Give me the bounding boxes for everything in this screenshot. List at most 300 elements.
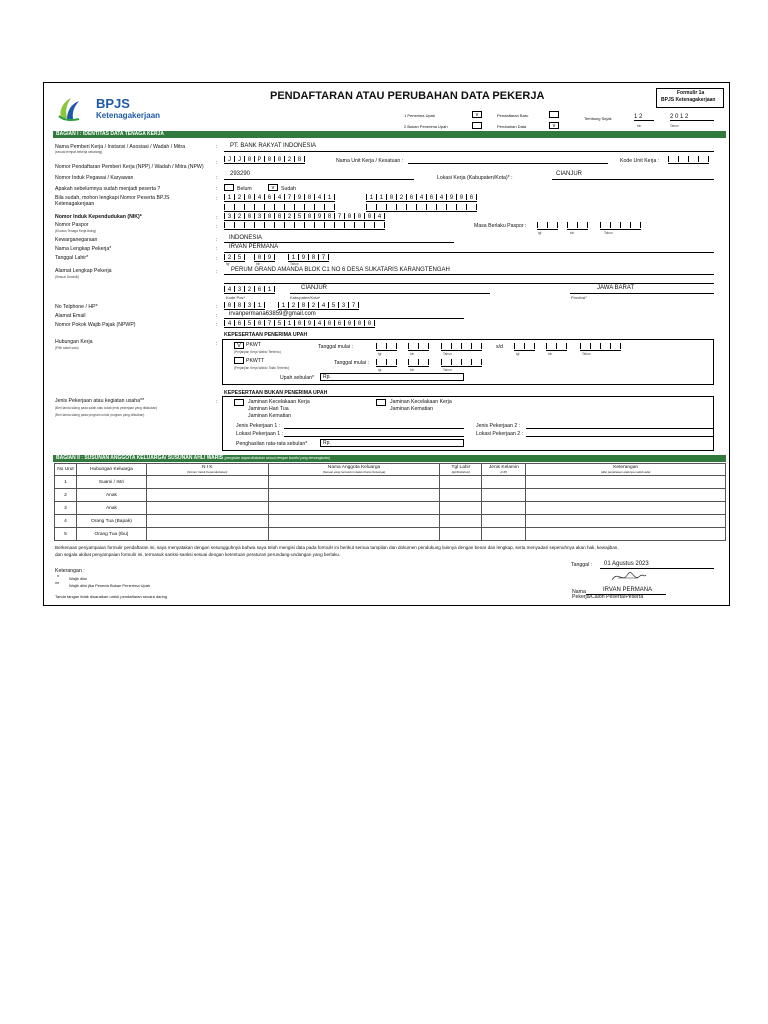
line — [224, 242, 454, 243]
cell: 9 — [315, 213, 325, 219]
line — [570, 293, 714, 294]
unit-code-label: Kode Unit Kerja : — [620, 158, 660, 164]
paspor-valid-label: Masa Berlaku Paspor : — [474, 223, 527, 229]
table-header-text: No Urut — [57, 467, 74, 472]
cell: 7 — [265, 320, 275, 326]
unit-field[interactable] — [408, 163, 608, 164]
email-value[interactable]: irvanpermana63859@gmail.com — [229, 311, 316, 317]
colon: : — [216, 237, 218, 243]
cell — [441, 343, 452, 349]
cell — [325, 204, 335, 210]
colon: : — [216, 313, 218, 319]
page-title: PENDAFTARAN ATAU PERUBAHAN DATA PEKERJA — [270, 90, 545, 102]
k2-text: Wajib diisi jika Peserta Bukan Penerima Upah — [69, 583, 151, 588]
cell — [452, 359, 462, 365]
npp-field[interactable] — [224, 156, 305, 164]
cell: 5 — [235, 254, 245, 260]
kab-value[interactable]: CIANJUR — [301, 285, 328, 291]
cell: 1 — [377, 194, 387, 200]
colon: : — [216, 256, 218, 262]
table-subheader-text: (tgl/bln/tahun) — [451, 470, 471, 474]
employer-value[interactable]: PT. BANK RAKYAT INDONESIA — [230, 143, 317, 149]
kewarganegaraan-label: Kewarganegaraan — [55, 237, 98, 243]
statement-line-1: Berkenaan penyampaian formulir pendaftaran ini, saya menyatakan dengan sesungguhnya bahwa saya telah mengisi data pada formulir ini berikut semua tampilan dan dokumen pendukung lainnya dengan benar dan lengkap, serta menyadari sepenuhnya akan hak, kewajiban, — [55, 545, 619, 550]
cell: 0 — [224, 302, 235, 308]
sd-label: s/d — [496, 344, 503, 350]
lp1-field[interactable] — [284, 436, 464, 437]
table-header-text: Jenis Kelamin — [488, 465, 519, 470]
cell: 3 — [235, 286, 245, 292]
table-subheader-text: (diisi penjelasan anaknya sudah ada) — [600, 470, 651, 474]
pkwtt-label: PKWTT — [246, 358, 265, 364]
cell — [305, 204, 315, 210]
cell: 0 — [255, 320, 265, 326]
cell: 0 — [325, 320, 335, 326]
cell: 5 — [245, 320, 255, 326]
pkwt-label: PKWT — [246, 342, 261, 348]
since-year[interactable]: 2 0 1 2 — [670, 114, 714, 121]
date-label: tgl — [378, 368, 382, 372]
lokasi-underline — [552, 179, 714, 180]
cell: 4 — [224, 320, 235, 326]
row-sex[interactable] — [482, 476, 526, 489]
since-label: Terhitung Sejak — [584, 116, 612, 121]
cell — [375, 222, 385, 228]
opt2-label: 2 Bukan Penerima Upah — [404, 124, 448, 129]
cell: 2 — [285, 213, 295, 219]
reg-change-label: Perubahan Data — [497, 124, 527, 129]
cell: 4 — [319, 302, 329, 308]
lp2-label: Lokasi Pekerjaan 2 : — [476, 431, 524, 437]
cell: 6 — [265, 194, 275, 200]
cell: 1 — [366, 194, 377, 200]
jenis-note-2: (Beri tanda silang pada program untuk program yang diikutkan) — [55, 413, 145, 417]
table-header-text: Keterangan — [613, 465, 639, 470]
colon: : — [216, 246, 218, 252]
cell — [265, 204, 275, 210]
colon: : — [216, 215, 218, 221]
cell: 8 — [309, 254, 319, 260]
header-name — [268, 464, 440, 476]
ttd-note: Tanda tangan tidak disaratkan untuk pendaftaran secara daring — [55, 594, 168, 599]
cell: 2 — [289, 302, 299, 308]
cell: 9 — [305, 320, 315, 326]
cell: 2 — [235, 213, 245, 219]
email-label: Alamat Email — [55, 313, 86, 319]
cell: 0 — [355, 320, 365, 326]
pkwtt-checkbox[interactable] — [234, 357, 244, 364]
cell: 6 — [407, 194, 417, 200]
row-nik[interactable] — [146, 515, 268, 528]
jp2-field[interactable] — [526, 428, 714, 429]
cell: 4 — [417, 194, 427, 200]
section2-title: BAGIAN II : SUSUNAN ANGGOTA KELUARGA/ SUSUNAN AHLI WARIS — [56, 455, 224, 461]
kpj-label: Bila sudah, mohon lengkapi Nomor Peserta BPJS — [55, 195, 170, 201]
section2-note: (pengisian dapat dilakukan sesuai dengan kondisi yang bersangkutan) — [224, 456, 331, 460]
lokasi-value[interactable]: CIANJUR — [556, 171, 583, 177]
jkm-label: Jaminan Kematian — [248, 413, 291, 419]
signer-name[interactable]: IRVAN PERMANA — [603, 587, 653, 593]
jp1-label: Jenis Pekerjaan 1 : — [236, 423, 281, 429]
paspor-valid-year[interactable] — [600, 222, 641, 230]
line — [224, 274, 714, 275]
cell — [514, 343, 525, 349]
cell — [377, 204, 387, 210]
nip-underline — [224, 179, 414, 180]
since-bln: bln — [637, 124, 642, 128]
cell — [419, 359, 429, 365]
table-header-text: Hubungan Keluarga — [90, 467, 133, 472]
section1-bar: BAGIAN I : IDENTITAS DATA TENAGA KERJA — [53, 131, 726, 138]
lp2-field[interactable] — [526, 436, 714, 437]
jenis-label: Jenis Pekerjaan atau kegiatan usaha** — [55, 398, 145, 404]
jenis-note-1: (Beri tanda silang pada salah satu kotak jenis pekerjaan yang dilakukan) — [55, 406, 158, 410]
row-nik[interactable] — [146, 489, 268, 502]
pkwt-start-month[interactable] — [408, 343, 429, 351]
cell: 6 — [235, 320, 245, 326]
cell — [462, 359, 472, 365]
cell: 8 — [235, 302, 245, 308]
line — [224, 318, 464, 319]
row-no: 4 — [55, 515, 77, 528]
pkwt-start-day[interactable] — [376, 343, 397, 351]
nip-label: Nomor Induk Pegawai / Karyawan — [55, 175, 134, 181]
cell — [376, 359, 387, 365]
cell: 1 — [278, 302, 289, 308]
pkwt-note: (Perjanjian Kerja Waktu Tertentu) — [234, 350, 281, 354]
cell: 6 — [335, 320, 345, 326]
cell: 7 — [319, 254, 329, 260]
jp1-field[interactable] — [284, 428, 464, 429]
alamat-note: (Sesuai Domisili) — [55, 275, 79, 279]
cell — [365, 222, 375, 228]
cell: 2 — [245, 286, 255, 292]
row-note[interactable] — [526, 489, 726, 502]
lp1-label: Lokasi Pekerjaan 1 : — [236, 431, 284, 437]
cell: 9 — [447, 194, 457, 200]
date-label: bln — [410, 352, 415, 356]
date-label: Tahun — [604, 231, 613, 235]
lokasi-label: Lokasi Kerja (Kabupaten/Kota)* : — [437, 175, 513, 181]
cell: 6 — [255, 286, 265, 292]
cell: 9 — [265, 254, 275, 260]
pkwt-end-day[interactable] — [514, 343, 535, 351]
cell — [679, 156, 689, 162]
row-note[interactable] — [526, 502, 726, 515]
cell — [537, 222, 548, 228]
kewarganegaraan-value[interactable]: INDONESIA — [229, 235, 263, 241]
lahir-year[interactable] — [288, 254, 329, 262]
family-table — [54, 463, 726, 541]
cell — [295, 204, 305, 210]
cell: 0 — [295, 320, 305, 326]
table-row — [55, 502, 726, 515]
table-row — [55, 489, 726, 502]
row-rel: Anak — [76, 489, 146, 502]
cell — [427, 204, 437, 210]
row-note[interactable] — [526, 528, 726, 541]
npp-digit: 8 — [295, 156, 305, 162]
kpj-field-a[interactable] — [224, 194, 335, 202]
jkk-checkbox[interactable] — [234, 399, 244, 406]
cell — [325, 222, 335, 228]
npp-label: Nomor Pendaftaran Pemberi Kerja (NPP) / Wadah / Mitra (NPW) — [55, 164, 204, 170]
signer-name-label: Nama — [572, 589, 586, 595]
colon: : — [216, 144, 218, 150]
since-month[interactable]: 1 2 — [634, 114, 654, 121]
cell: 2 — [397, 194, 407, 200]
cell — [467, 204, 477, 210]
kodepos-field[interactable] — [224, 286, 275, 294]
table-row — [55, 476, 726, 489]
row-note[interactable] — [526, 476, 726, 489]
row-sex[interactable] — [482, 502, 526, 515]
row-no: 3 — [55, 502, 77, 515]
colon: : — [216, 186, 218, 192]
cell — [631, 222, 641, 228]
cell — [578, 222, 588, 228]
cell: 0 — [245, 213, 255, 219]
cell — [689, 156, 699, 162]
row-dob[interactable] — [440, 502, 482, 515]
paspor-label: Nomor Paspor — [55, 222, 89, 228]
tgl-mulai-1: Tanggal mulai : — [318, 344, 353, 350]
jkm2-label: Jaminan Kematian — [390, 406, 433, 412]
cell: 4 — [275, 194, 285, 200]
cell — [419, 343, 429, 349]
kpj-label-2: Ketenagakerjaan — [55, 201, 95, 207]
cell — [366, 204, 377, 210]
row-note[interactable] — [526, 515, 726, 528]
family-table-header — [55, 464, 726, 476]
upah-input[interactable]: Rp. — [320, 373, 464, 381]
pkwtt-start-day[interactable] — [376, 359, 397, 367]
header-note — [526, 464, 726, 476]
logo-brand: BPJS — [96, 96, 130, 111]
hub-label: Hubungan Kerja — [55, 339, 93, 345]
pkwtt-start-month[interactable] — [408, 359, 429, 367]
row-name[interactable] — [268, 489, 440, 502]
cell — [265, 222, 275, 228]
npwp-label: Nomor Pokok Wajib Pajak (NPWP) — [55, 322, 136, 328]
date-label: tgl — [226, 262, 230, 266]
cell: 8 — [325, 213, 335, 219]
cell — [275, 204, 285, 210]
cell: 4 — [255, 194, 265, 200]
opt1-label: 1 Penerima Upah — [404, 113, 436, 118]
pkwt-end-year[interactable] — [580, 343, 621, 351]
date-label: bln — [570, 231, 575, 235]
cell — [315, 222, 325, 228]
sudah-checkbox[interactable]: v — [268, 184, 278, 191]
opt2-checkbox[interactable] — [472, 122, 482, 129]
kab-label: Kabupaten/Kota* — [290, 295, 321, 300]
cell — [546, 343, 557, 349]
jkk2-checkbox[interactable] — [376, 399, 386, 406]
cell — [355, 222, 365, 228]
cell — [408, 359, 419, 365]
tanggal-label: Tanggal : — [571, 562, 593, 568]
upah-label: Upah sebulan* — [280, 375, 315, 381]
row-dob[interactable] — [440, 515, 482, 528]
hub-note: (Pilih salah satu) — [55, 346, 79, 350]
row-nik[interactable] — [146, 502, 268, 515]
alamat-value[interactable]: PERUM GRAND AMANDA BLOK C1 NO 6 DESA SUKATARIS KARANGTENGAH — [231, 267, 450, 273]
cell: 4 — [224, 286, 235, 292]
cell — [345, 222, 355, 228]
cell: 0 — [365, 213, 375, 219]
employer-note: (sesuai tempat bekerja sekarang) — [55, 150, 103, 154]
cell — [462, 343, 472, 349]
cell — [580, 343, 591, 349]
cell: 1 — [285, 320, 295, 326]
nik-field[interactable] — [224, 213, 385, 221]
cell: 0 — [365, 320, 375, 326]
form-number: Formulir 1a — [677, 90, 705, 96]
row-nik[interactable] — [146, 528, 268, 541]
cell — [407, 204, 417, 210]
colon: : — [216, 322, 218, 328]
pkwt-start-year[interactable] — [441, 343, 482, 351]
row-sex[interactable] — [482, 528, 526, 541]
pu-title: KEPESERTAAN PENERIMA UPAH — [224, 332, 308, 338]
row-nik[interactable] — [146, 476, 268, 489]
cell: 1 — [288, 254, 299, 260]
header-dob — [440, 464, 482, 476]
cell: 3 — [255, 213, 265, 219]
kpj-field-b[interactable] — [366, 194, 477, 202]
sudah-label: Sudah — [281, 186, 297, 192]
date-label: Tahun — [443, 368, 452, 372]
cell — [408, 343, 419, 349]
date-label: Tahun — [290, 262, 299, 266]
cell — [387, 204, 397, 210]
row-sex[interactable] — [482, 489, 526, 502]
row-name[interactable] — [268, 502, 440, 515]
cell — [600, 222, 611, 228]
cell: 6 — [427, 194, 437, 200]
cell: 8 — [299, 302, 309, 308]
jp2-label: Jenis Pekerjaan 2 : — [476, 423, 521, 429]
row-no: 1 — [55, 476, 77, 489]
colon: : — [216, 160, 218, 166]
kpj-field-c[interactable] — [224, 204, 335, 212]
cell — [611, 343, 621, 349]
cell: 3 — [224, 213, 235, 219]
row-no: 5 — [55, 528, 77, 541]
cell — [397, 204, 407, 210]
logo-sub: Ketenagakerjaan — [96, 111, 161, 120]
table-row — [55, 528, 726, 541]
row-rel: Orang Tua (Ibu) — [76, 528, 146, 541]
nip-value[interactable]: 293290 — [230, 171, 251, 177]
since-tahun: Tahun — [670, 124, 679, 128]
pkwt-checkbox[interactable]: V — [234, 342, 244, 349]
row-dob[interactable] — [440, 489, 482, 502]
lahir-month[interactable] — [254, 254, 275, 262]
cell: 4 — [375, 213, 385, 219]
row-dob[interactable] — [440, 476, 482, 489]
alamat-label: Alamat Lengkap Pekerja — [55, 268, 112, 274]
cell: 2 — [309, 302, 319, 308]
cell: 9 — [299, 254, 309, 260]
hp-field-b[interactable] — [278, 302, 359, 310]
npwp-field[interactable] — [224, 320, 375, 328]
cell — [557, 343, 567, 349]
paspor-valid-day[interactable] — [537, 222, 558, 230]
hp-field-a[interactable] — [224, 302, 265, 310]
date-label: tgl — [516, 352, 520, 356]
line — [290, 293, 490, 294]
row-name[interactable] — [268, 515, 440, 528]
row-rel: Anak — [76, 502, 146, 515]
paspor-valid-month[interactable] — [567, 222, 588, 230]
nama-label: Nama Lengkap Pekerja* — [55, 246, 112, 252]
date-label: tgl — [538, 231, 542, 235]
date-label: bln — [410, 368, 415, 372]
belum-checkbox[interactable] — [224, 184, 234, 191]
reg-change-checkbox[interactable]: v — [549, 122, 559, 129]
npp-digit: J — [224, 156, 235, 162]
lahir-day[interactable] — [224, 254, 245, 262]
nama-value[interactable]: IRVAN PERMANA — [229, 244, 279, 250]
cell — [437, 204, 447, 210]
signature-icon — [608, 566, 648, 586]
cell: 1 — [325, 194, 335, 200]
reg-new-label: Pendaftaran Baru — [497, 113, 529, 118]
row-sex[interactable] — [482, 515, 526, 528]
cell: 9 — [295, 194, 305, 200]
cell — [525, 343, 535, 349]
cell — [441, 359, 452, 365]
paspor-field[interactable] — [224, 222, 385, 230]
row-dob[interactable] — [440, 528, 482, 541]
cell — [255, 204, 265, 210]
unit-code-field[interactable] — [668, 156, 709, 164]
cell — [472, 359, 482, 365]
paspor-note: (Khusus Tenaga Kerja Asing) — [55, 229, 97, 233]
tanggal-value[interactable]: 01 Agustus 2023 — [604, 561, 649, 567]
pkwtt-start-year[interactable] — [441, 359, 482, 367]
cell: 1 — [224, 194, 235, 200]
cell — [452, 343, 462, 349]
cell — [387, 343, 397, 349]
row-name[interactable] — [268, 476, 440, 489]
table-subheader-text: (Nomor Induk Kependudukan) — [187, 470, 228, 474]
table-subheader-text: (Sesuai yang tercantum dalam Kartu Keluarga) — [322, 470, 386, 474]
hp-label: No Telphone / HP* — [55, 304, 98, 310]
penghasilan-input[interactable]: Rp. — [320, 439, 464, 447]
row-name[interactable] — [268, 528, 440, 541]
prov-value[interactable]: JAWA BARAT — [597, 285, 635, 291]
reg-new-checkbox[interactable] — [549, 111, 559, 118]
lahir-label: Tanggal Lahir* — [55, 255, 89, 261]
date-label: Tahun — [443, 352, 452, 356]
npp-digit: 0 — [245, 156, 255, 162]
pkwt-end-month[interactable] — [546, 343, 567, 351]
kpj-field-d[interactable] — [366, 204, 477, 212]
pkwtt-note: (Perjanjian Kerja Waktu Tidak Tertentu) — [234, 366, 290, 370]
cell: 0 — [355, 213, 365, 219]
opt1-checkbox[interactable]: v — [472, 111, 482, 118]
cell — [472, 343, 482, 349]
section2-bar — [53, 455, 726, 462]
cell — [235, 222, 245, 228]
cell: 4 — [315, 320, 325, 326]
row-rel: Suami / Istri — [76, 476, 146, 489]
cell: 8 — [275, 213, 285, 219]
row-rel: Orang Tua (Bapak) — [76, 515, 146, 528]
